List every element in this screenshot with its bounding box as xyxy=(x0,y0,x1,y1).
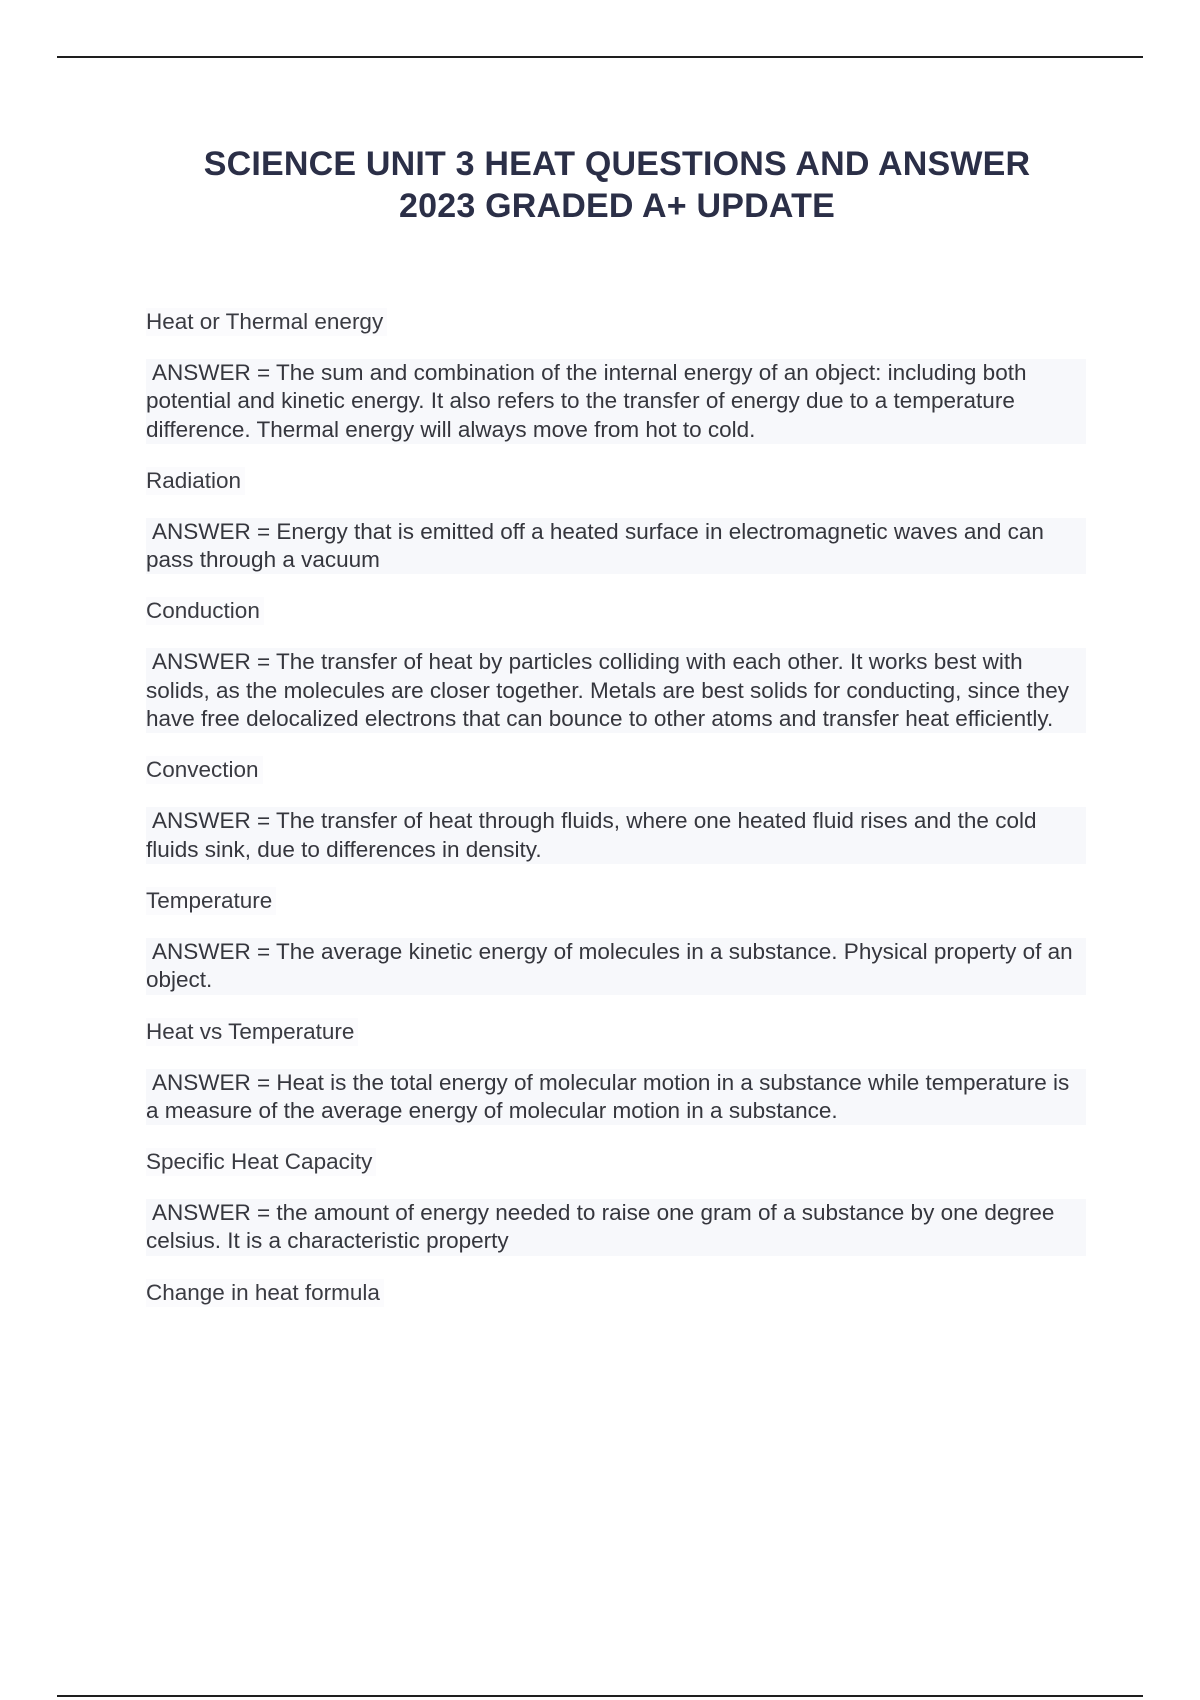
question-text: Heat or Thermal energy xyxy=(146,308,387,336)
qa-item-heat-thermal-energy xyxy=(146,308,1086,444)
question-text: Temperature xyxy=(146,887,276,915)
answer-text: ANSWER = The sum and combination of the internal energy of an object: including both potential and kinetic energy. It also refers to the transfer of energy due to a temperature difference. Thermal energy will always move from hot to cold. xyxy=(146,359,1086,444)
question-text: Heat vs Temperature xyxy=(146,1018,358,1046)
answer-text: ANSWER = The transfer of heat through fluids, where one heated fluid rises and the cold fluids sink, due to differences in density. xyxy=(146,807,1086,864)
question-text: Conduction xyxy=(146,597,264,625)
title-line-2: 2023 GRADED A+ UPDATE xyxy=(399,187,835,225)
answer-text: ANSWER = Energy that is emitted off a heated surface in electromagnetic waves and can pass through a vacuum xyxy=(146,518,1086,575)
question-text: Specific Heat Capacity xyxy=(146,1148,376,1176)
qa-item-radiation xyxy=(146,467,1086,575)
qa-item-temperature xyxy=(146,887,1086,995)
page-title xyxy=(100,143,1134,227)
answer-text: ANSWER = the amount of energy needed to raise one gram of a substance by one degree celsius. It is a characteristic property xyxy=(146,1199,1086,1256)
qa-item-heat-vs-temperature xyxy=(146,1018,1086,1126)
qa-list xyxy=(146,308,1086,1330)
qa-item-specific-heat-capacity xyxy=(146,1148,1086,1256)
question-text: Radiation xyxy=(146,467,245,495)
question-text: Convection xyxy=(146,756,263,784)
top-rule xyxy=(57,56,1143,58)
answer-text: ANSWER = Heat is the total energy of molecular motion in a substance while temperature is a measure of the average energy of molecular motion in a substance. xyxy=(146,1069,1086,1126)
bottom-rule xyxy=(57,1695,1143,1697)
title-line-1: SCIENCE UNIT 3 HEAT QUESTIONS AND ANSWER xyxy=(203,145,1031,183)
qa-item-conduction xyxy=(146,597,1086,733)
answer-text: ANSWER = The average kinetic energy of molecules in a substance. Physical property of an object. xyxy=(146,938,1086,995)
qa-item-convection xyxy=(146,756,1086,864)
qa-item-change-in-heat-formula xyxy=(146,1279,1086,1330)
answer-text: ANSWER = The transfer of heat by particles colliding with each other. It works best with solids, as the molecules are closer together. Metals are best solids for conducting, since they have free delocalized electrons that can bounce to other atoms and transfer heat efficiently. xyxy=(146,648,1086,733)
question-text: Change in heat formula xyxy=(146,1279,384,1307)
